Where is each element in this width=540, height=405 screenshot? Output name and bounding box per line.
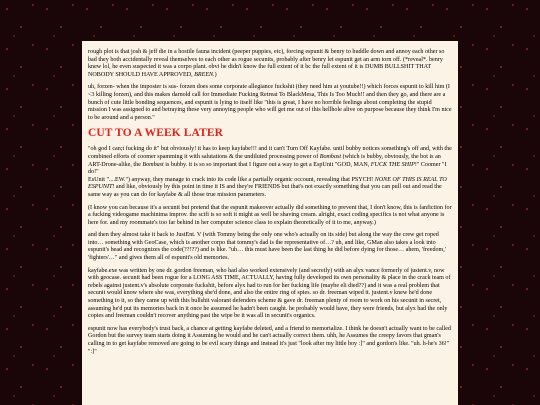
document-page	[82, 41, 458, 405]
intro-paragraph-2: uh, forzen- when the imposter is sus- forzen does some corporate allegiance fuckshit (they need him at youtube!!) which forces espunit to kill him (I <3 killing forzen), and this makes darnold call for Immediate Fucking Retreat To BlackMesa, This Is Too Much!! and then they go, and there are a bunch of cute little bonding sequences, and espunit is lying to itself like "this is great, I have no horrible feelings about completing the stupid mission I was assigned to and betraying these very annoying people who will get me out of this hellhole alive on purpose because they think I'm nice to be around and a person."	[88, 84, 452, 121]
p4-emphasis: NONE OF THIS IS REAL TO ESPUNIT!	[88, 176, 447, 191]
p3-bombast: Bombast	[319, 153, 342, 160]
p3-text-1: "oh god I can;t fucking do it" but obviously! it has to keep kayfabe!!! and it can't Turn Off Kayfabe. until bubby notices something's off and, with the combined efforts of coomer spamming it with salutations & the undiluted processing power of	[88, 146, 452, 160]
section-heading: CUT TO A WEEK LATER	[88, 127, 224, 140]
p3-emphasis: FUCK THE SHIP	[370, 161, 415, 168]
intro-text-1c: )	[214, 71, 217, 78]
body-paragraph-8: espunit now has everybody's trust back, a chance at getting kayfabe deleted, and a friend to memorialize. I think he doesn't actually want to be called Gordon but the survey team starts doing it Assuming he would and he can't actually correct them. uhh, he Assumes the creepy favors that gman's calling in to get kayfabe removed are going to be evil scary things and instead it's just "look after my little boy :]" and gordon's like. "uh. h-he's 36!"	[88, 325, 451, 347]
body-paragraph-7: kayfabe.exe was written by one dr. gordon freeman, who had also worked extensively (and secretly) with an alyx vance formerly of justent.v, now with geocase. secunit had been rogue for a LONG ASS TIME, ACTUALLY, having fully developed its own personality & place in the crack team of rebels against justent.v's absolute corporate fuckshit, before alyx had to run for her fucking life (maybe eli died??) and it was a real problem that secunit would know where she was, everything she'd done, and also the entire ring of spies. so dr. freeman wiped it. justent.v knew he'd done something to it, so they came up with this bullshit valorant defenders scheme & gave dr. freeman plenty of room to work on his secunit in secret, assuming he'd put its memories back in it once he assumed he hadn't been caught. he probably would have, they were friends, but alyx had the only copies and freeman couldn't recover anything past the wipe be it was all in secunit's organics.	[88, 267, 451, 320]
p4-text-b: and like, obviously by this point in time it IS and they're FRIENDS but that's not exactly something that you can pull out and read the same way as you can do for kayfabe & all those true mission parameters.	[88, 184, 442, 198]
p3-text-2: (which is bubby, obviously, the bot is an ART-Drone-alike, the	[88, 153, 441, 168]
p3-text-3: is bubby. it is so so important that I figure out a way to get a EspUnit "GOD, MAN,	[163, 161, 371, 168]
body-paragraph-4	[88, 177, 452, 200]
body-paragraph-6: and then they almost take it back to JustEnt. V (with Tommy being the only one who's actually on its side) but along the way the crew get roped into… something with GeoCase, which is another corpo that tommy's dad is the representative of…? uh, and like, GMan also takes a look into espunit's head and recognizes the code(??!??) and is like. "uh… this must have been the last thing he did before dying for those… ahem, 'freedom,' 'fighters'…" and gives them all of espunit's old memories.	[88, 232, 446, 262]
intro-text-1b: BREEN.	[194, 71, 215, 78]
intro-paragraph-1	[88, 49, 452, 79]
body-paragraph-5: (I know you can because it's a secunit but pretend that the espunit makeover actually did something to prevent that, I don't know, this is fanfiction for a fucking videogame machinima improv. the scifi is so soft it might as well be shaving cream. alright, exact coding specifics is not what anyone is here for. and my roommate's too far behind in her computer science class to explain theoretically of it to me, anyway.)	[88, 204, 452, 226]
p4-text-a: EsUnit "....EW.") anyway, they manage to crack into its code like a partially organic occount, revealing that PSYCH!	[88, 176, 375, 183]
p3-bombast-2: Bombast	[142, 161, 164, 168]
body-paragraph-9: ":]"	[88, 348, 97, 355]
intro-text-1a: rough plot is that josh & jeff die in a hostile fauna incident (peeper puppies, etc), forcing espunit & benry to huddle down and annoy each other so bad they both accidentally reveal themselves to each other as rogue secunits, probably after benry let espunit get an arm torn off. (*reveal*. benry knew lol, he even suspected it was a corpo plant. obvi he didn't know the full extent of it bc the full extent of it is DUMB BULLSHIT THAT NOBODY SHOULD HAVE APPROVED,	[88, 49, 445, 78]
p3-text-4: !" Coomer "I do!"	[88, 161, 447, 176]
body-paragraph-3	[88, 146, 452, 176]
